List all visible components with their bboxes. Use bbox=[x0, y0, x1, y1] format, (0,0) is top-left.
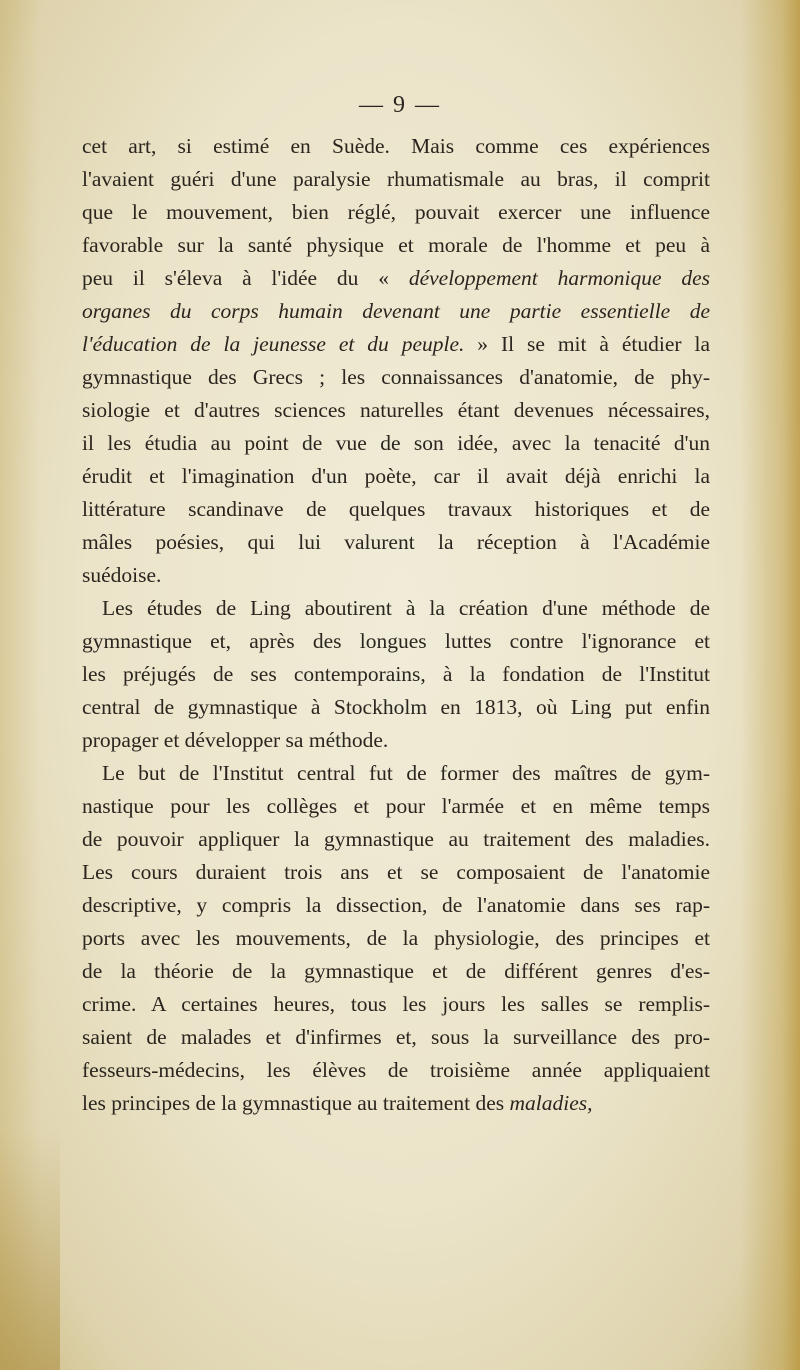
text-line: cet art, si estimé en Suède. Mais comme ces expériences bbox=[82, 134, 710, 158]
italic-segment: l'éducation de la jeunesse et du peuple. bbox=[82, 332, 465, 356]
text-line: saient de malades et d'infirmes et, sous la surveillance des pro- bbox=[82, 1025, 710, 1049]
text-line: Les cours duraient trois ans et se composaient de l'anatomie bbox=[82, 860, 710, 884]
text-line: Les études de Ling aboutirent à la création d'une méthode de bbox=[102, 596, 710, 620]
text-line: gymnastique des Grecs ; les connaissances d'anatomie, de phy- bbox=[82, 365, 710, 389]
text-segment: les principes de la gymnastique au traitement des bbox=[82, 1091, 510, 1115]
text-line: central de gymnastique à Stockholm en 1813, où Ling put enfin bbox=[82, 695, 710, 719]
italic-segment: maladies, bbox=[509, 1091, 593, 1115]
text-line: nastique pour les collèges et pour l'armée et en même temps bbox=[82, 794, 710, 818]
text-line: fesseurs-médecins, les élèves de troisième année appliquaient bbox=[82, 1058, 710, 1082]
text-line: crime. A certaines heures, tous les jours les salles se remplis- bbox=[82, 992, 710, 1016]
text-line bbox=[82, 328, 710, 361]
text-line: propager et développer sa méthode. bbox=[82, 728, 389, 752]
text-line: que le mouvement, bien réglé, pouvait exercer une influence bbox=[82, 200, 710, 224]
text-line: de pouvoir appliquer la gymnastique au traitement des maladies. bbox=[82, 827, 710, 851]
body-text bbox=[82, 130, 710, 1120]
text-line: mâles poésies, qui lui valurent la réception à l'Académie bbox=[82, 530, 710, 554]
text-line: ports avec les mouvements, de la physiologie, des principes et bbox=[82, 926, 710, 950]
page-number: — 9 — bbox=[359, 92, 441, 118]
page-edge-right bbox=[740, 0, 800, 1370]
text-line: il les étudia au point de vue de son idée, avec la tenacité d'un bbox=[82, 431, 710, 455]
text-line: suédoise. bbox=[82, 563, 162, 587]
page-stain bbox=[0, 1130, 60, 1370]
text-line: de la théorie de la gymnastique et de différent genres d'es- bbox=[82, 959, 710, 983]
text-line: Le but de l'Institut central fut de former des maîtres de gym- bbox=[102, 761, 710, 785]
text-line: gymnastique et, après des longues luttes contre l'ignorance et bbox=[82, 629, 710, 653]
text-line: organes du corps humain devenant une partie essentielle de bbox=[82, 299, 710, 323]
text-line: l'avaient guéri d'une paralysie rhumatismale au bras, il comprit bbox=[82, 167, 710, 191]
text-segment: » Il se mit à étudier la bbox=[464, 332, 710, 356]
text-line: les préjugés de ses contemporains, à la fondation de l'Institut bbox=[82, 662, 710, 686]
text-segment: peu il s'éleva à l'idée du « bbox=[82, 266, 409, 290]
text-line: siologie et d'autres sciences naturelles étant devenues nécessaires, bbox=[82, 398, 710, 422]
text-line bbox=[82, 262, 710, 295]
text-line bbox=[82, 1087, 710, 1120]
italic-segment: développement harmonique des bbox=[408, 266, 710, 290]
text-line: littérature scandinave de quelques travaux historiques et de bbox=[82, 497, 710, 521]
text-line: érudit et l'imagination d'un poète, car il avait déjà enrichi la bbox=[82, 464, 710, 488]
text-line: descriptive, y compris la dissection, de l'anatomie dans ses rap- bbox=[82, 893, 710, 917]
text-line: favorable sur la santé physique et morale de l'homme et peu à bbox=[82, 233, 710, 257]
